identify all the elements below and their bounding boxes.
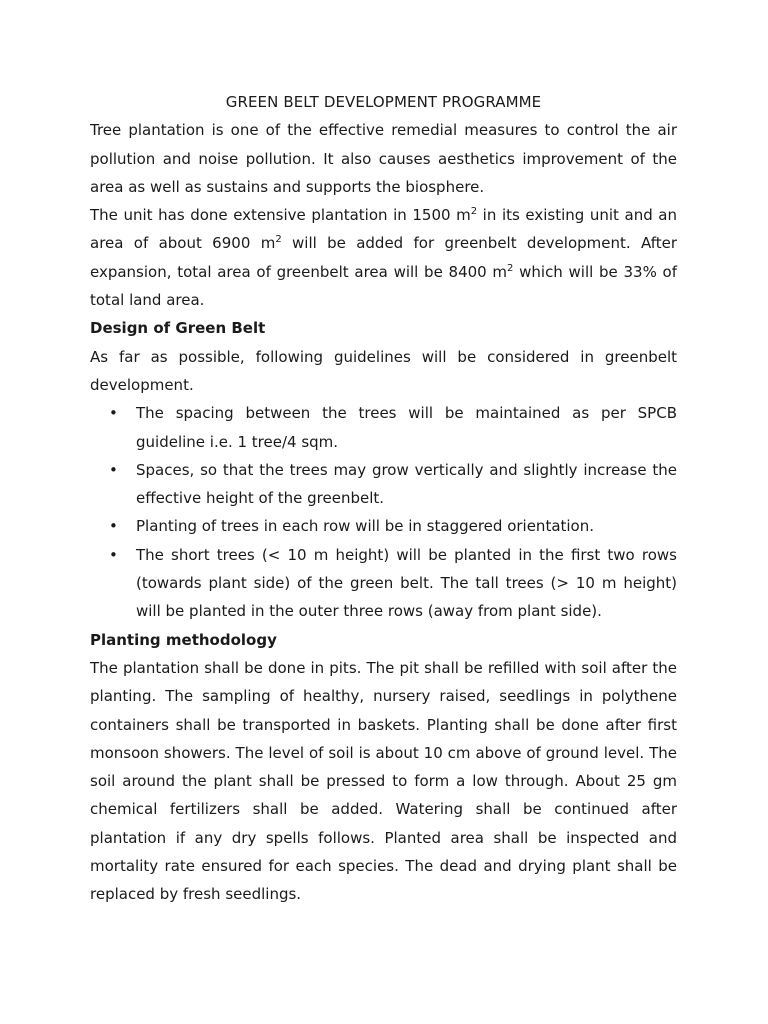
intro-paragraph: Tree plantation is one of the effective remedial measures to control the air pollution and noise pollution. It also causes aesthetics improvement of the area as well as sustains and supports the biosphere. bbox=[90, 121, 677, 196]
guideline-item: • Spaces, so that the trees may grow vertically and slightly increase the effective height of the greenbelt. bbox=[136, 456, 677, 513]
design-heading: Design of Green Belt bbox=[90, 319, 266, 338]
area-text-part-2: in its existing unit and an area of about 6900 m bbox=[90, 206, 677, 253]
document-title: GREEN BELT DEVELOPMENT PROGRAMME bbox=[225, 93, 542, 111]
planting-body: The plantation shall be done in pits. The pit shall be refilled with soil after the planting. The sampling of healthy, nursery raised, seedlings in polythene containers shall be transported in baskets. Planting shall be done after first monsoon showers. The level of soil is about 10 cm above of ground level. The soil around the plant shall be pressed to form a low through. About 25 gm chemical fertilizers shall be added. Watering shall be continued after plantation if any dry spells follows. Planted area shall be inspected and mortality rate ensured for each species. The dead and drying plant shall be replaced by fresh seedlings. bbox=[90, 658, 677, 904]
guideline-item: • The spacing between the trees will be maintained as per SPCB guideline i.e. 1 tree/4 sqm. bbox=[136, 399, 677, 456]
guideline-item: • The short trees (< 10 m height) will be planted in the first two rows (towards plant side) of the green belt. The tall trees (> 10 m height) will be planted in the outer three rows (away from plant side). bbox=[136, 541, 677, 626]
guidelines-list bbox=[90, 399, 677, 625]
area-text-part-1: The unit has done extensive plantation in 1500 m bbox=[90, 206, 471, 225]
superscript-2: 2 bbox=[275, 234, 282, 246]
design-intro: As far as possible, following guidelines will be considered in greenbelt development. bbox=[90, 347, 677, 394]
planting-heading: Planting methodology bbox=[90, 630, 277, 649]
area-text-part-4: which will be 33% of total land area. bbox=[90, 262, 677, 310]
superscript-2: 2 bbox=[507, 262, 514, 274]
plantation-area-paragraph bbox=[90, 201, 677, 314]
area-text-part-3: will be added for greenbelt development. After expansion, total area of greenbelt area will be 8400 m bbox=[90, 234, 678, 281]
guideline-item: • Planting of trees in each row will be in staggered orientation. bbox=[136, 512, 677, 540]
superscript-2: 2 bbox=[470, 206, 478, 218]
document-page bbox=[90, 88, 677, 909]
